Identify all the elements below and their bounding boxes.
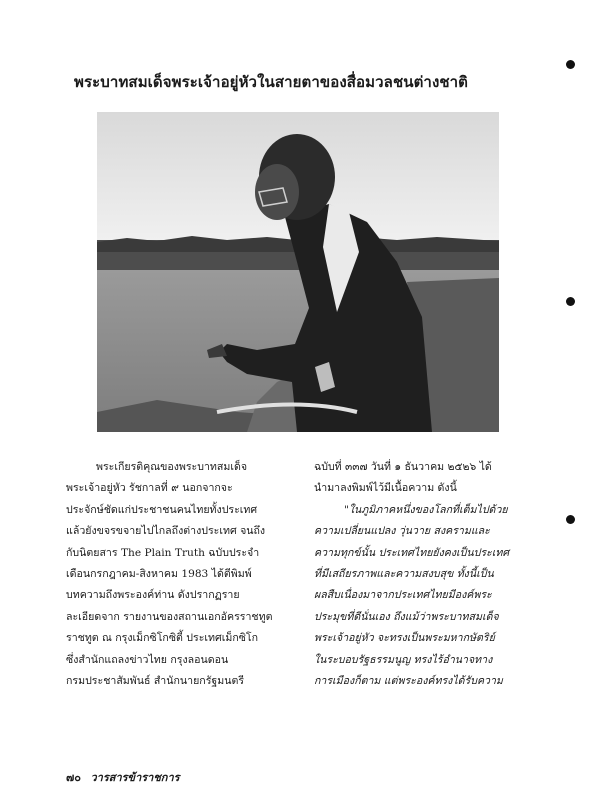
page-footer (66, 768, 180, 786)
body-line: กรมประชาสัมพันธ์ สำนักนายกรัฐมนตรี (66, 675, 245, 688)
quote-line: ประมุขที่ดีนั่นเอง ถึงแม้ว่าพระบาทสมเด็จ (314, 610, 499, 623)
body-line: พระเจ้าอยู่หัว รัชกาลที่ ๙ นอกจากจะ (66, 482, 233, 495)
body-line: ราชทูต ณ กรุงเม็กซิโกซิตี้ ประเทศเม็กซิโก (66, 632, 259, 645)
body-line: บทความถึงพระองค์ท่าน ดังปรากฏราย (66, 589, 240, 602)
binding-hole-bottom (566, 515, 575, 524)
body-line: ซึ่งสำนักแถลงข่าวไทย กรุงลอนดอน (66, 653, 229, 666)
body-line: พระเกียรติคุณของพระบาทสมเด็จ (96, 461, 248, 473)
article-title: พระบาทสมเด็จพระเจ้าอยู่หัวในสายตาของสื่อมวลชนต่างชาติ (74, 73, 469, 91)
binding-hole-middle (566, 297, 575, 306)
page-number: ๗๐ (66, 771, 81, 784)
quote-line: ผลสืบเนื่องมาจากประเทศไทยมีองค์พระ (314, 589, 492, 602)
quote-line: ความทุกข์นั้น ประเทศไทยยังคงเป็นประเทศ (314, 546, 510, 559)
article-body-left-column (66, 457, 280, 692)
quote-line: พระเจ้าอยู่หัว จะทรงเป็นพระมหากษัตริย์ (314, 632, 495, 645)
body-line: เดือนกรกฎาคม-สิงหาคม 1983 ได้ตีพิมพ์ (66, 568, 252, 581)
article-body-right-column (314, 457, 538, 692)
article-photo (97, 112, 499, 432)
quote-line: ที่มีเสถียรภาพและความสงบสุข ทั้งนี้เป็น (314, 568, 494, 581)
body-line: ประจักษ์ชัดแก่ประชาชนคนไทยทั้งประเทศ (66, 503, 258, 516)
body-line: กับนิตยสาร The Plain Truth ฉบับประจำ (66, 546, 260, 559)
magazine-name: วารสารข้าราชการ (90, 771, 180, 784)
quote-line: "ในภูมิภาคหนึ่งของโลกที่เต็มไปด้วย (344, 503, 508, 516)
body-line: นำมาลงพิมพ์ไว้มีเนื้อความ ดังนี้ (314, 482, 457, 495)
body-line: ละเอียดจาก รายงานของสถานเอกอัครราชทูต (66, 610, 273, 623)
binding-hole-top (566, 60, 575, 69)
quote-line: ในระบอบรัฐธรรมนูญ ทรงไร้อำนาจทาง (314, 653, 493, 666)
quote-line: ความเปลี่ยนแปลง วุ่นวาย สงครามและ (314, 525, 490, 538)
body-line: แล้วยังขจรขจายไปไกลถึงต่างประเทศ จนถึง (66, 525, 266, 538)
quote-line: การเมืองก็ตาม แต่พระองค์ทรงได้รับความ (314, 675, 503, 688)
body-line: ฉบับที่ ๓๓๗ วันที่ ๑ ธันวาคม ๒๕๒๖ ได้ (314, 461, 492, 473)
